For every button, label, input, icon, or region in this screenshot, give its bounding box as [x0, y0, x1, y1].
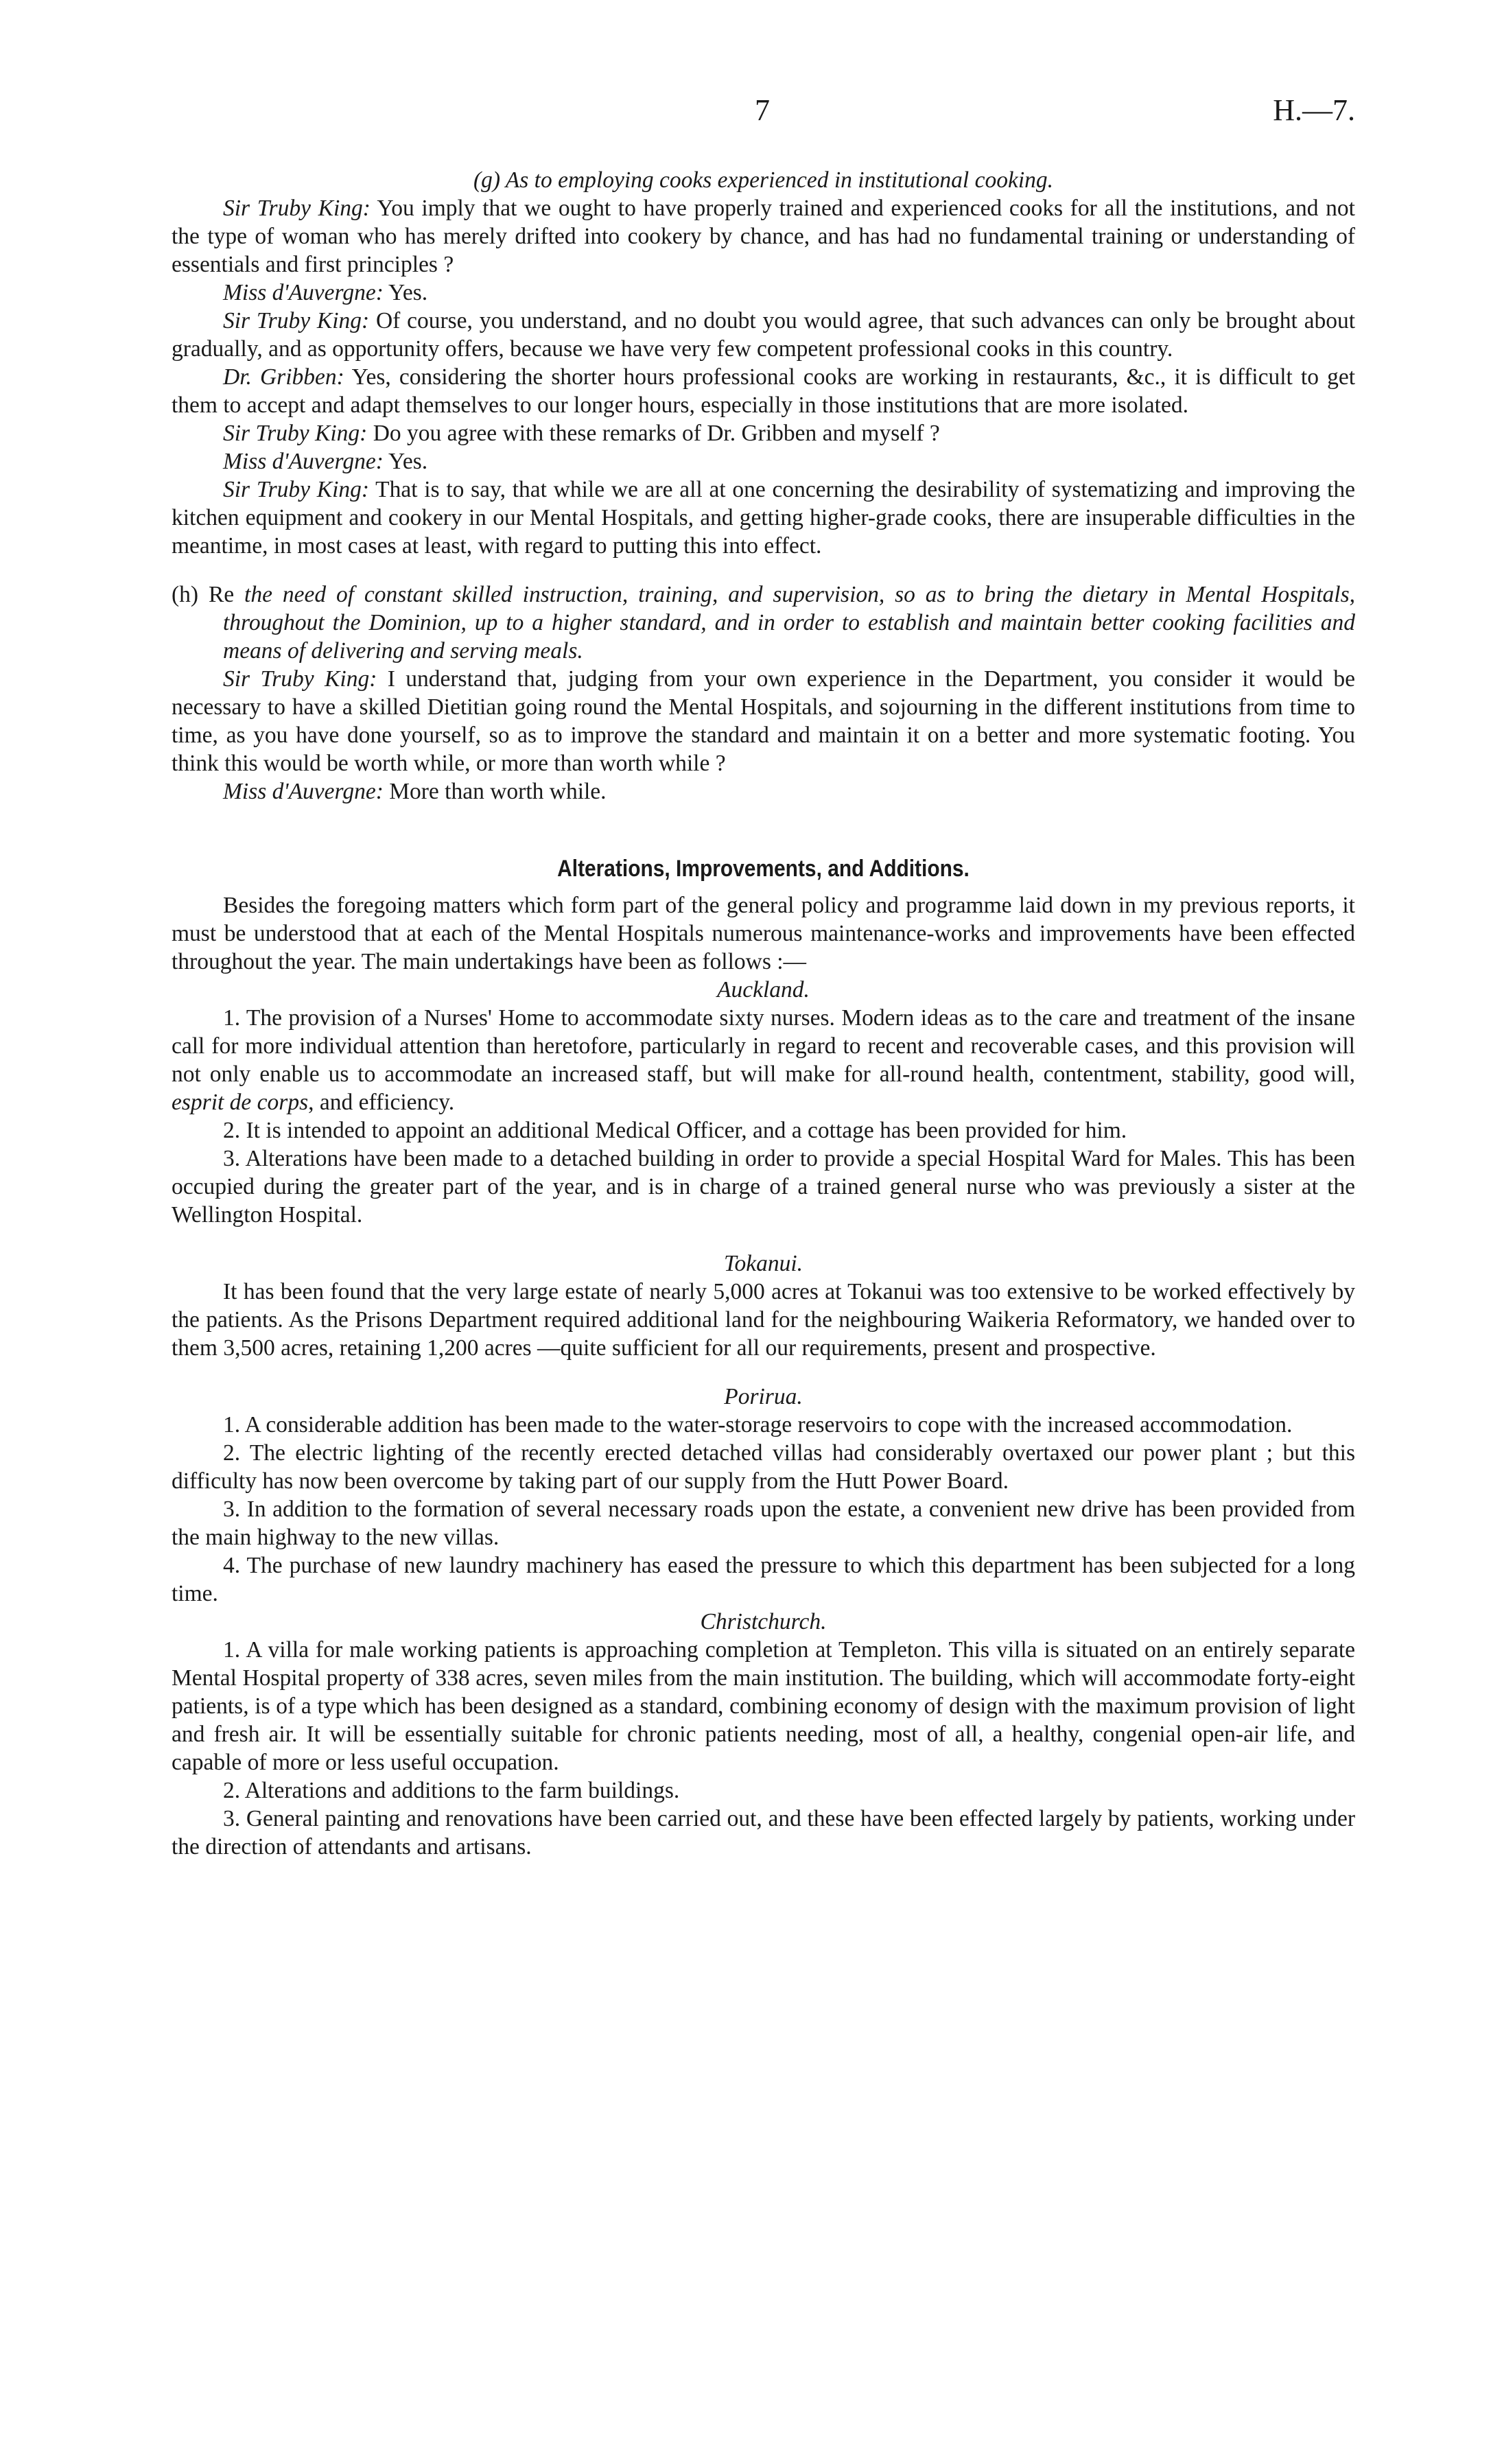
- speaker: Sir Truby King:: [223, 477, 370, 502]
- porirua-heading: Porirua.: [724, 1384, 803, 1409]
- section-h-label: (h) Re: [172, 582, 245, 607]
- section-h-heading: [172, 580, 1355, 665]
- porirua-item-1: 1. A considerable addition has been made to the water-storage reservoirs to cope with the increased accommodation.: [223, 1412, 1293, 1438]
- dialogue-text: Do you agree with these remarks of Dr. Gribben and myself ?: [367, 421, 940, 446]
- auckland-item-2: 2. It is intended to appoint an additional Medical Officer, and a cottage has been provided for him.: [223, 1118, 1127, 1143]
- christchurch-item-1: 1. A villa for male working patients is approaching completion at Templeton. This villa is situated on an entirely separate Mental Hospital property of 338 acres, seven miles from the main institution. The building, which will accommodate forty-eight patients, is of a type which has been designed as a standard, combining economy of design with the maximum provision of light and fresh air. It will be essentially suitable for chronic patients needing, most of all, a healthy, congenial open-air life, and capable of more or less useful occupation.: [172, 1637, 1355, 1775]
- spacer: [172, 560, 1355, 580]
- dialogue-text: That is to say, that while we are all at one concerning the desirability of systematizing and improving the kitchen equipment and cookery in our Mental Hospitals, and getting higher-grade cooks, there are insuperable difficulties in the meantime, in most cases at least, with regard to putting this into effect.: [172, 477, 1355, 559]
- speaker: Miss d'Auvergne:: [223, 779, 384, 804]
- dialogue-line: [172, 447, 1355, 476]
- document-page: [172, 0, 1355, 2464]
- section-g-heading: (g) As to employing cooks experienced in institutional cooking.: [473, 167, 1054, 193]
- dialogue-text: Yes.: [383, 280, 428, 305]
- dialogue-line: [172, 777, 1355, 806]
- spacer: [172, 1362, 1355, 1383]
- christchurch-heading: Christchurch.: [700, 1609, 827, 1634]
- tokanui-heading: Tokanui.: [723, 1251, 803, 1276]
- dialogue-line: [172, 363, 1355, 419]
- dialogue-line: [172, 476, 1355, 560]
- section-title: Alterations, Improvements, and Additions.: [557, 856, 970, 882]
- dialogue-text: More than worth while.: [383, 779, 607, 804]
- porirua-item-4: 4. The purchase of new laundry machinery has eased the pressure to which this department has been subjected for a long time.: [172, 1553, 1355, 1606]
- spacer: [172, 806, 1355, 834]
- page-header: [172, 93, 1355, 130]
- speaker: Sir Truby King:: [223, 196, 371, 221]
- dialogue-line: [172, 307, 1355, 363]
- dialogue-line: [172, 665, 1355, 777]
- tokanui-text: It has been found that the very large estate of nearly 5,000 acres at Tokanui was too extensive to be worked effectively by the patients. As the Prisons Department required additional land for the neighbouring Waikeria Reformatory, we handed over to them 3,500 acres, retaining 1,200 acres —quite sufficient for all our requirements, present and prospective.: [172, 1279, 1355, 1361]
- auckland-item-1: [172, 1004, 1355, 1116]
- spacer: [172, 883, 1355, 891]
- dialogue-text: Yes, considering the shorter hours professional cooks are working in restaurants, &c., it is difficult to get them to accept and adapt themselves to our longer hours, especially in those institutions that are more isolated.: [172, 364, 1355, 418]
- speaker: Sir Truby King:: [223, 421, 368, 446]
- page-content: [172, 166, 1355, 1861]
- spacer: [172, 1229, 1355, 1249]
- auckland-heading: Auckland.: [717, 977, 810, 1002]
- dialogue-line: [172, 419, 1355, 447]
- porirua-item-2: 2. The electric lighting of the recently erected detached villas had considerably overtaxed our power plant ; but this difficulty has now been overcome by taking part of our supply from the Hutt Power Board.: [172, 1440, 1355, 1494]
- christchurch-item-3: 3. General painting and renovations have been carried out, and these have been effected largely by patients, working under the direction of attendants and artisans.: [172, 1806, 1355, 1859]
- item-text: 1. The provision of a Nurses' Home to accommodate sixty nurses. Modern ideas as to the care and treatment of the insane call for more individual attention than heretofore, particularly in regard to recent and recoverable cases, and this provision will not only enable us to accommodate an increased staff, but will make for all-round health, contentment, stability, good will,: [172, 1005, 1355, 1087]
- speaker: Sir Truby King:: [223, 666, 377, 692]
- speaker: Miss d'Auvergne:: [223, 280, 384, 305]
- porirua-item-3: 3. In addition to the formation of several necessary roads upon the estate, a convenient new drive has been provided from the main highway to the new villas.: [172, 1497, 1355, 1550]
- document-reference: H.—7.: [1273, 93, 1355, 127]
- dialogue-text: You imply that we ought to have properly trained and experienced cooks for all the institutions, and not the type of woman who has merely drifted into cookery by chance, and has had no fundamental training or understanding of essentials and first principles ?: [172, 196, 1355, 277]
- dialogue-text: I understand that, judging from your own experience in the Department, you consider it would be necessary to have a skilled Dietitian going round the Mental Hospitals, and sojourning in the different institutions from time to time, as you have done yourself, so as to improve the standard and maintain it on a better and more systematic footing. You think this would be worth while, or more than worth while ?: [172, 666, 1356, 776]
- auckland-item-3: 3. Alterations have been made to a detached building in order to provide a special Hospital Ward for Males. This has been occupied during the greater part of the year, and is in charge of a trained general nurse who was previously a sister at the Wellington Hospital.: [172, 1146, 1355, 1228]
- item-text-italic: esprit de corps: [172, 1090, 309, 1115]
- dialogue-text: Of course, you understand, and no doubt you would agree, that such advances can only be brought about gradually, and as opportunity offers, because we have very few competent professional cooks in this country.: [172, 308, 1355, 362]
- dialogue-line: [172, 194, 1355, 279]
- spacer: [172, 834, 1355, 855]
- section-h-heading-text: the need of constant skilled instruction, training, and supervision, so as to bring the dietary in Mental Hospitals, throughout the Dominion, up to a higher standard, and in order to establish and maintain better cooking facilities and means of delivering and serving meals.: [223, 582, 1355, 664]
- dialogue-line: [172, 279, 1355, 307]
- section-intro: Besides the foregoing matters which form part of the general policy and programme laid down in my previous reports, it must be understood that at each of the Mental Hospitals numerous maintenance-works and improvements have been effected throughout the year. The main undertakings have been as follows :—: [172, 893, 1355, 974]
- speaker: Dr. Gribben:: [223, 364, 344, 390]
- speaker: Miss d'Auvergne:: [223, 449, 384, 474]
- christchurch-item-2: 2. Alterations and additions to the farm buildings.: [223, 1778, 680, 1803]
- dialogue-text: Yes.: [383, 449, 428, 474]
- speaker: Sir Truby King:: [223, 308, 370, 333]
- page-number: 7: [755, 93, 770, 127]
- item-text: , and efficiency.: [308, 1090, 455, 1115]
